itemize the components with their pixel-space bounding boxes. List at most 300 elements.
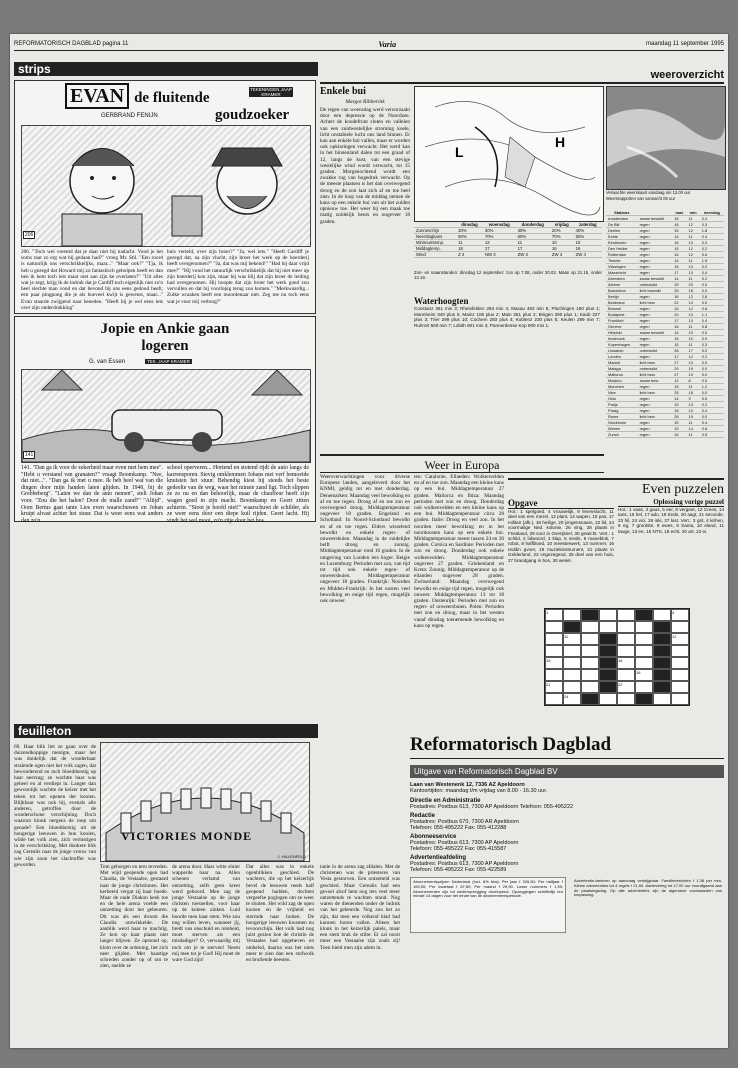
station-cell: 10 [687,336,700,342]
crossword-cell[interactable] [671,645,689,657]
station-cell: Eindhoven [606,240,638,246]
station-cell: 16 [672,294,686,300]
station-cell: 0.3 [700,222,724,228]
forecast-cell: 18 [456,246,483,252]
station-cell: Aberdeen [606,276,638,282]
station-cell: 15 [672,384,686,390]
opgave-text: Hor.: 1 spelgoed, 4 vrouwelijk, 9 levenslucht, 11 deel van een mezel, 12 plant, 14 wapen, 15 pas, 17 militair (afk.), 18 heilige, 20 jongensnaam, 22 lid, 24 voormalige Ned. kolonie, 26 ving, 28 plaats in Friesland, 29 voor in Overijssel, 30 gewicht. Vert.: 1 schild, 2 lidwoord, 3 klap, 5 nevils, 6 maneblok, 7 robot, 8 halfbloed, 10 meesterwerk, 13 nummer, 16 reddin gvoer, 19 muziekinstrument, 21 plaats in Gelderland, 23 ongezegend, 25 deel van een huis, 27 brandgang in bos, 30 wesel. [508,509,614,563]
station-cell: Berlijn [606,294,638,300]
station-cell: 1.9 [700,258,724,264]
station-cell: 16 [672,216,686,222]
crossword-cell[interactable] [617,669,635,681]
colophon-section [410,798,724,810]
station-cell: regen [638,336,673,342]
strips-label: strips [18,62,51,76]
weather-author: Margot Ribberink [345,99,385,105]
crossword-cell[interactable] [563,681,581,693]
station-cell: Kopenhagen [606,342,638,348]
crossword-cell[interactable] [635,681,653,693]
station-cell: 18 [687,288,700,294]
station-cell: zwaar bew. [638,378,673,384]
station-cell: 16 [672,306,686,312]
station-cell: 17 [672,270,686,276]
crossword-cell[interactable]: 21 [545,681,563,693]
crossword-cell[interactable]: 22 [617,681,635,693]
crossword-cell[interactable] [671,669,689,681]
office-hours: Kantoortijden: maandag t/m vrijdag van 8.00 - 16.30 uur. [410,788,548,794]
colophon-section-title: Directie en Administratie [410,798,481,804]
station-cell: 27 [672,360,686,366]
illustration-credit: J. HILLENFELD [277,854,306,859]
water-levels [414,296,600,448]
forecast-cell: 16 [550,246,574,252]
comic-jopie-illustration [21,369,311,463]
station-cell: onbewolkt [638,282,673,288]
forecast-cell: 60% [516,234,550,240]
forecast-day: dinsdag [456,222,483,228]
station-cell: 14 [687,312,700,318]
station-cell: Bordeaux [606,300,638,306]
station-cell: regen [638,234,673,240]
crossword-cell[interactable] [599,609,617,621]
station-cell: 0.0 [700,300,724,306]
feuilleton-col5: tanie in de arena zag afdalen. Met de christenen was de priesteres van Vesta gestorven. Een ontzetteld was geschied. Maar Cerealis had een gevoel alsof hem nog iets veel meer ontzettends te wachten stond. Nog waren de dienenden onder de indruk van het gebeurde. Nog zou het zo zijn, dat men een volkend blad had kunnen horen vallen. Alleen het klonk in het keizerlijk paleis, maar een stem brak de stilte: Er zal nooit meer een Vestaalse zijn zoals zij! Toen hield men zijn adem in. [320,864,400,951]
crossword-cell[interactable] [635,633,653,645]
station-cell: 0.4 [700,270,724,276]
crossword-cell[interactable]: 15 [545,657,563,669]
crossword-cell[interactable]: 18 [635,669,653,681]
crossword-cell[interactable] [635,645,653,657]
station-cell: Munchen [606,384,638,390]
crossword-cell[interactable] [581,669,599,681]
station-cell: 12 [687,354,700,360]
station-cell: Twente [606,258,638,264]
weather-article [320,86,410,306]
station-cell: 0.0 [700,360,724,366]
station-cell: 9 [687,396,700,402]
colophon-section-line: Telefoon: 055-495222 Fax: 055-415587 [410,846,507,852]
station-cell: Parijs [606,402,638,408]
forecast-cell: NW 3 [483,252,516,258]
station-cell: 15 [672,228,686,234]
station-cell: 1.2 [700,384,724,390]
station-cell: 12 [687,222,700,228]
colophon-section-line: Postadres: Postbus 613, 7300 AP Apeldoorn [410,840,519,846]
station-row [606,432,724,438]
puzzle-title: Even puzzelen [641,482,724,497]
oplossing-title: Oplossing vorige puzzel [618,498,724,507]
weather-map [414,86,604,222]
crossword-cell[interactable] [563,657,581,669]
station-cell: 0.3 [700,240,724,246]
station-cell: 11 [687,216,700,222]
crossword-cell [653,645,671,657]
crossword-grid-wrap [544,608,690,706]
station-cell: 0.8 [700,324,724,330]
station-cell: 0.0 [700,288,724,294]
station-cell: 17 [672,318,686,324]
colophon-section-line: Postadres: Postbus 613, 7300 AP Apeldoorn Telefoon: 055-495222 [410,804,574,810]
comic-jopie-ankie [14,316,316,522]
station-cell: 14 [687,426,700,432]
forecast-table [414,222,602,258]
station-cell: 19 [687,414,700,420]
station-cell: Zurich [606,432,638,438]
station-cell: 0.8 [700,306,724,312]
station-cell: 18 [687,390,700,396]
crossword-cell [599,669,617,681]
station-cell: 0.0 [700,378,724,384]
station-cell: 0.3 [700,342,724,348]
crossword-cell [563,621,581,633]
forecast-row-label: Wind [414,252,456,258]
colophon-section-title: Abonneeservice [410,834,457,840]
colophon-sections [410,798,724,873]
station-cell: 16 [672,408,686,414]
station-cell: 27 [672,372,686,378]
station-header-cell: Stations [606,210,638,216]
crossword-cell[interactable]: 12 [671,633,689,645]
station-cell: regen [638,258,673,264]
station-cell: regen [638,306,673,312]
crossword-cell [599,633,617,645]
puzzle-banner [508,478,724,496]
station-cell: Den Helder [606,246,638,252]
crossword-cell[interactable] [545,693,563,705]
map-caption: Verwachte weerskaart vandaag om 12.00 uur [606,190,691,195]
station-cell: Lissabon [606,348,638,354]
station-cell: 0.4 [700,216,724,222]
crossword-cell[interactable]: 16 [617,657,635,669]
station-cell: regen [638,384,673,390]
crossword-cell[interactable] [581,621,599,633]
forecast-day: donderdag [516,222,550,228]
crossword-cell[interactable] [617,609,635,621]
station-cell: 0.6 [700,426,724,432]
station-cell: 0.4 [700,318,724,324]
station-cell: Frankfurt [606,318,638,324]
forecast-cell: 30% [516,228,550,234]
crossword-cell[interactable] [581,681,599,693]
station-cell: 0.9 [700,432,724,438]
station-table [606,210,724,438]
station-cell: 11 [687,342,700,348]
station-cell: 25 [672,288,686,294]
station-table-wrap [606,210,724,490]
station-cell: 20 [687,282,700,288]
header-section: Varia [378,39,397,49]
station-cell: Moskou [606,378,638,384]
station-cell: 12 [687,294,700,300]
station-cell: Wenen [606,426,638,432]
crossword-cell[interactable] [563,669,581,681]
crossword-cell [635,693,653,705]
station-cell: regen [638,228,673,234]
colophon-section [410,855,724,873]
forecast-cell: 12 [483,240,516,246]
station-cell: 12 [672,378,686,384]
station-cell: Madrid [606,360,638,366]
station-cell: 14 [672,330,686,336]
station-cell: 1.1 [700,312,724,318]
weather-section-label: weeroverzicht [650,69,724,81]
crossword-cell[interactable] [563,609,581,621]
station-cell: 13 [687,318,700,324]
comic-jopie-art-credit: TEK. JAAP KRAMER [147,359,190,364]
station-cell: 14 [672,258,686,264]
publisher: Uitgave van Reformatorisch Dagblad BV [410,765,724,778]
weather-banner [320,68,724,84]
crossword-cell[interactable] [617,633,635,645]
rates-subscription: Abonnementsprijzen Nederland (incl. 6% btw): Per jaar f 326,50; Per halfjaar f 169,50; Per kwartaal f 87,80; Per maand f 29,90. Losse nummers f 1,35; Abonnementen zijn tot wederopzegging doorlopend. Opzeggingen schriftelijk ten minste 14 dagen voor het einde van de abonnementsperiode. [410,877,566,933]
station-cell: 0.2 [700,276,724,282]
station-cell: Praag [606,408,638,414]
forecast-cell: ZW 3 [516,252,550,258]
svg-text:L: L [455,144,464,160]
puzzle-oplossing [618,498,724,598]
crossword-cell[interactable] [671,657,689,669]
forecast-day: vrijdag [550,222,574,228]
crossword-cell [653,681,671,693]
station-cell: Budapest [606,312,638,318]
crossword-cell[interactable] [617,645,635,657]
comic-evan-art-credit: TEKENINGEN JAAP KRAMER [250,87,292,97]
station-cell: 8 [687,378,700,384]
crossword-cell[interactable] [545,645,563,657]
forecast-cell: 17 [483,246,516,252]
comic-evan-text-right: huis verteld, over zijn broer?" "Ja, wel iets." "Heeft Cardiff je gezegd dat, na zijn vlucht, zijn broer het werk op de boerderij heeft overgenomen?" "Ja, dat was mij bekend!" "Had hij daar vrijd mee?" "Hij vond het natuurlijk verschrikkelijk dat hij niet meer op zijn boerderij kon zijn, maar hij was blij dat zijn broer de leiding had overgenomen. Hij hoopte dat zijn broer het werk goed zou vervullen en dat hij voorlopig terug zou komen." "Merkwaardig... Zulke wraaken heeft een moordenaar niet. Zeg me nu toch eens wat je voor mij verborg?" [167,249,309,305]
station-cell: 15 [672,336,686,342]
crossword-cell[interactable] [599,693,617,705]
station-cell: regen [638,432,673,438]
station-cell: regen [638,420,673,426]
station-cell: Mallorca [606,372,638,378]
station-cell: 0.0 [700,372,724,378]
station-cell: 14 [687,264,700,270]
station-cell: 0.4 [700,408,724,414]
crossword-cell[interactable] [581,645,599,657]
station-cell: regen [638,354,673,360]
station-cell: regen [638,222,673,228]
station-cell: zwaar bewolkt [638,216,673,222]
forecast-cell: 70% [483,234,516,240]
station-cell: 11 [687,276,700,282]
station-cell: regen [638,402,673,408]
forecast-cell: 20% [550,228,574,234]
forecast-cell: 16 [574,246,602,252]
crossword-cell[interactable] [635,621,653,633]
station-cell: Rotterdam [606,252,638,258]
station-cell: 14 [672,234,686,240]
station-cell: 16 [672,252,686,258]
header-date: maandag 11 september 1995 [646,41,724,47]
station-cell: zwaar bewolkt [638,276,673,282]
crossword-cell [581,693,599,705]
station-cell: Geneve [606,324,638,330]
europe-banner [320,454,604,473]
crossword-cell [599,645,617,657]
crossword-cell[interactable]: 11 [563,633,581,645]
sun-moon-text: Zon- en maanstanden: dinsdag 12 september: zon op 7.08, onder 20.02. Maan op 21.15, onder 13.19. [414,270,602,280]
forecast-row-label: Neerslagkans [414,234,456,240]
crossword-cell[interactable] [671,693,689,705]
colophon [410,734,724,933]
masthead: Reformatorisch Dagblad [410,734,724,759]
station-cell: Athene [606,282,638,288]
crossword-cell[interactable] [545,621,563,633]
station-cell: 15 [672,342,686,348]
station-cell: regen [638,396,673,402]
comic-jopie-title [75,321,255,355]
crossword-cell [653,669,671,681]
illustration-lettering: VICTORIES MONDE [121,829,253,843]
station-cell: 2.8 [700,294,724,300]
station-cell: 14 [687,360,700,366]
crossword-cell[interactable] [635,657,653,669]
weather-map-drawing [415,87,603,221]
station-cell: 29 [672,282,686,288]
station-header-cell: max [672,210,686,216]
station-cell: 15 [672,264,686,270]
crossword-cell[interactable] [653,609,671,621]
crossword-cell[interactable]: 4 [671,609,689,621]
station-cell: 14 [672,396,686,402]
station-cell: licht bew. [638,390,673,396]
oplossing-text: Hor.: 1 vaas, 3 gaus, 5 eer, 8 vergeet, 12 Crees, 14 tans, 16 hel, 17 ado, 18 trede, 20 aagt, 21 seconde, 23 hil, 24 vici, 26 inki, 27 kist. Vert.: 3 grit, 4 kirhen, 6 eg, 7 grootste, 9 ewes, 9 Santa, 10 eland, 11 tauge, 13 ee, 15 NTS, 19 echt, 20 art, 22 ei. [618,507,724,534]
header-left: REFORMATORISCH DAGBLAD pagina 11 [14,41,129,47]
feuilleton-illustration [100,742,310,862]
station-cell: Innsbruck [606,336,638,342]
forecast-cell: 80% [456,234,483,240]
station-cell: 15 [672,420,686,426]
station-cell: 0.4 [700,420,724,426]
station-cell: 16 [672,222,686,228]
station-cell: 0.0 [700,348,724,354]
station-cell: 11 [687,384,700,390]
strips-banner [14,62,318,76]
crossword-cell [653,633,671,645]
crossword-cell[interactable] [545,669,563,681]
rates-advertising: Advertentie-tarieven op aanvraag verkrijgbaar. Familieberichten f 1,38 per mm. Kleine advertenties tot 4 regels f 21,50. Aanlevering tot 17.00 uur voorafgaand aan de plaatsingsdag. Op alle advertenties zijn de algemene voorwaarden van toepassing. [573,878,722,898]
feuilleton-col1: 69. Haar blik liet ze gaan over de duizendkoppige menigte, maar het was duidelijk dat de wonderbaar stralende ogen niet het volk zagen, dat bewonderend en toch bloeddorstig op haar neerzag; ze wachtte haar was geheel en al verdiept in. Langer dan gewoonlijk wachtte de keizer met het teken tot het openen der kooien. Blijkbaar was ook hij, evenals alle anderen, getroffen door de wonderschone verschijning. Doch waarom klonk nergens de roep om genade? Een bloeddorstig uit de hongerige leeuwen in hun kooien, wilde het volk zien, zich verlustigen in de verschrikking. Met donkere blik zag Cerealis naar de jonge vrouw van wie zijn zoon het slachtoffer was geworden. [14,744,96,868]
station-cell: 16 [672,240,686,246]
forecast-day: zaterdag [574,222,602,228]
crossword-cell[interactable] [653,693,671,705]
crossword-cell[interactable] [581,633,599,645]
station-cell: licht bew. [638,300,673,306]
satellite-caption: Weersrapporten van vannacht 06 uur [606,196,676,201]
crossword-cell[interactable] [563,645,581,657]
comic-evan-text-left: 206. "Toch wel vreemd dat je daar niet bij nadacht. Vond je het soms raar zo erg wat bij gedaan had?" vroeg Mr. Stil. "Een roord is natuurlijk ons verschrikkelijks, maar..." "Maar ook?" "Tja, ik heb u gezegd dat Howard mij zo fantastisch geholpen heeft en dan ben ik hem toch iets maar niet aan zijn ke overlaten?" "Uit alles wat je zegt, krijg ik de indruk dat je Cardiff toch eigenlijk niet zo'n heel slechte man vond en dat bevond bij ons eens gedood heeft, een paar pingpong die je als hoeveel kwijt is gewenst, maar..." Evan staarde zwijgend naar beneden. "Heeft hij je wel eens iets over zijn onderdrukking" [21,249,163,311]
newspaper-page [10,34,728,1048]
station-cell: 19 [687,366,700,372]
weather-headline: Enkele bui [320,86,366,97]
feuilleton-col4: Dat alles was in enkele ogenblikken geschied. De wachters, die op het keizerlijk bevel de leeuwen reeds half geopend hadden, dochten vergeefse pogingen om ze weer te sluiten. Het wild zag de open kooien en de vrijheid en stormde naar buiten. De hongerige leeuwen kwamen nu tevoorschijn. Het volk had nog juist gezien hoe de christin de Vestaalse had opgeheven en omhelsd, daarna was het niets meer te zien dan een stofwolk en brullende beesten. [246,864,314,964]
forecast-cell: 60% [574,234,602,240]
forecast-cell: 30% [483,228,516,234]
station-cell: Brussel [606,306,638,312]
colophon-section-line: Telefoon: 055-495222 Fax: 055-412288 [410,825,507,831]
crossword-grid[interactable] [544,608,690,706]
station-cell: 13 [687,240,700,246]
station-cell: Barcelona [606,288,638,294]
station-cell: regen [638,312,673,318]
station-cell: Stockholm [606,420,638,426]
comic-evan-title-c: goudzoeker [215,107,290,123]
station-header-cell: min [687,210,700,216]
station-cell: 0.4 [700,234,724,240]
crossword-cell [599,681,617,693]
comic-evan [14,80,316,314]
station-cell: Deelen [606,228,638,234]
station-cell: Malaga [606,366,638,372]
europe-title: Weer in Europa [424,458,500,472]
station-cell: 0.0 [700,282,724,288]
station-cell: Eelde [606,234,638,240]
station-cell: 28 [672,414,686,420]
forecast-day: woensdag [483,222,516,228]
station-cell: Vlissingen [606,264,638,270]
station-cell: licht bew. [638,372,673,378]
svg-text:H: H [555,134,566,150]
station-cell: 0.2 [700,246,724,252]
crossword-cell[interactable] [545,633,563,645]
colophon-section-line: Telefoon: 055-495222 Fax: 055-422589 [410,867,507,873]
weather-article-text: De regen van woensdag werd veroorzaakt door een depressie op de Noordzee. Achter de koudefront sloten en valleien van een zuidwestelijke stroming koele, licht onstabiele lucht ons land binnen. Er kan aan enkele bui vallen, maar er worden ook opklaringen verwacht. Het werd kan in het binnenland dalen tot een graad of 12, langs de kust, van een stevige westelijke wind wordt verwacht, tot 15 graden. Morgenochtend wordt een zwakke rug van hogedruk verwacht. Op de meeste plaatsen is het dan overwegend droog en de zon laat zich af en toe heel zien. In de loop van de middag nemen de kans op een enkele bui van uit het zuiden opnieuw toe. Het weer bij een maak toe matig zuidelijk beurs en ongeveer 18 graden. [320,107,410,225]
forecast-cell: ZW 4 [574,252,602,258]
crossword-cell [653,657,671,669]
forecast-row-label: Zonneschijn [414,228,456,234]
crossword-cell[interactable]: 24 [563,693,581,705]
forecast-row [414,252,602,258]
station-cell: 22 [672,300,686,306]
station-cell: Maastricht [606,270,638,276]
forecast-cell: 40% [574,228,602,234]
station-cell: Londen [606,354,638,360]
station-cell: 0.5 [700,396,724,402]
crossword-cell[interactable] [581,657,599,669]
comic-evan-drawing [22,126,310,246]
crossword-cell[interactable] [599,621,617,633]
station-cell: licht bew. [638,414,673,420]
crossword-cell[interactable] [617,693,635,705]
comic-evan-title-b: de fluitende [134,90,210,106]
station-cell: 12 [687,246,700,252]
colophon-section-title: Redactie [410,813,436,819]
station-cell: 19 [672,426,686,432]
feuilleton-banner [14,724,318,738]
station-cell: zwaar bewolkt [638,330,673,336]
crossword-cell [653,621,671,633]
station-cell: 28 [672,348,686,354]
comic-evan-illustration [21,125,311,247]
comic-jopie-title-b: logeren [141,338,189,354]
station-cell: 11 [687,234,700,240]
station-cell: 12 [687,306,700,312]
comic-jopie-drawing [22,370,310,462]
colophon-section-line: Postadres: Postbus 670, 7300 AR Apeldoorn [410,819,519,825]
forecast-cell: 10 [574,240,602,246]
forecast-cell: 11 [456,240,483,246]
crossword-cell[interactable] [671,621,689,633]
crossword-cell[interactable] [617,621,635,633]
station-cell: 20 [672,312,686,318]
station-cell: 19 [687,372,700,378]
crossword-cell[interactable] [671,681,689,693]
europe-col1: Weersverwachtingen voor diverse Europese landen, aangeleverd door het KNMI, geldig tot en met donderdag. Denemarken: Maandag veel bewolking en af en toe regen. Droog af en toe zon en overwegend droog. Middagtemperatuur ongeveer 18 graden. Engeland en Schotland: In Noord-Schotland bewolkt en af en toe regen. Elders wisselend bewolkt en enkele regen- of onweersbuien. Maandag in de zuidelijke helft droog en zonnig. Middagtemperatuur rond 16 graden. In de omgeving van Londen iets hoger. Belgie en Luxemburg: Perioden met zon, van tijd tot tijd ook enkele regen- of onweersbuien. Middagtemperatuur ongeveer 18 graden. Frankrijk: Noorden en Midden-Frankrijk: In het oosten veel bewolking en enige tijd regen, mogelijk ook onweer. [320,474,410,605]
station-cell: regen [638,240,673,246]
crossword-cell[interactable]: 1 [545,609,563,621]
